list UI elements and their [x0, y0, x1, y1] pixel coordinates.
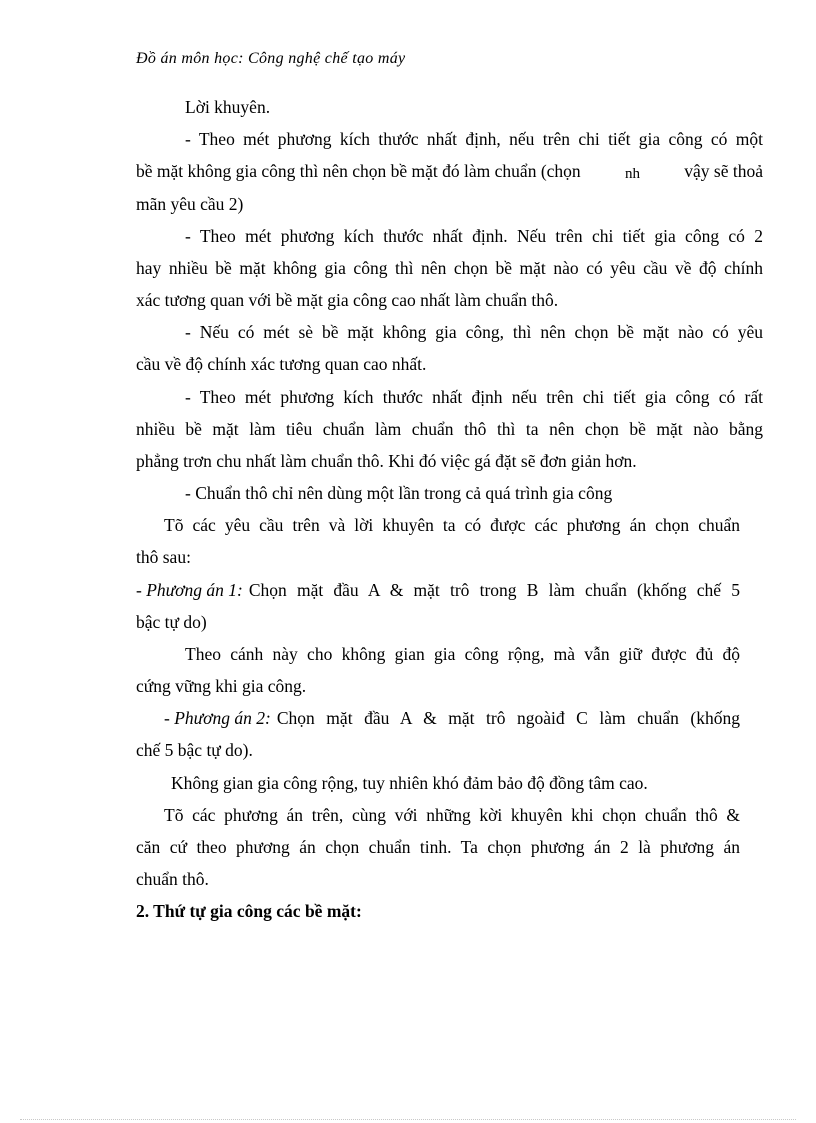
section-heading: 2. Thứ tự gia công các bề mặt:: [136, 901, 362, 921]
paragraph-1-line-2: [136, 160, 763, 182]
paragraph-2-line-3: xác tương quan với bề mặt gia công cao nhất làm chuẩn thô.: [136, 290, 559, 310]
paragraph-3-line-2: cầu về độ chính xác tương quan cao nhất.: [136, 354, 427, 374]
option-1-note-line-2: cứng vững khi gia công.: [136, 676, 307, 696]
paragraph-1-nh-fragment: nh: [624, 166, 640, 182]
conclusion-line-1: Tõ các phương án trên, cùng với những kời khuyên khi chọn chuẩn thô &: [164, 805, 740, 825]
paragraph-6-line-2: thô sau:: [136, 547, 191, 567]
page-header: Đồ án môn học: Công nghệ chế tạo máy: [136, 50, 406, 67]
paragraph-6-line-1: Tõ các yêu cầu trên và lời khuyên ta có được các phương án chọn chuẩn: [164, 515, 740, 535]
option-2-label: - Phương án 2:: [164, 708, 271, 728]
option-1-note-line-1: Theo cánh này cho không gian gia công rộng, mà vẫn giữ được đủ độ: [185, 644, 740, 664]
paragraph-4-line-3: phẳng trơn chu nhất làm chuẩn thô. Khi đó việc gá đặt sẽ đơn giản hơn.: [136, 451, 637, 471]
paragraph-4-line-1: - Theo mét phương kích thước nhất định nếu trên chi tiết gia công có rất: [185, 387, 763, 407]
conclusion-line-2: căn cứ theo phương án chọn chuẩn tinh. Ta chọn phương án 2 là phương án: [136, 837, 740, 857]
option-2-note: Không gian gia công rộng, tuy nhiên khó đảm bảo độ đồng tâm cao.: [171, 773, 648, 793]
paragraph-4-line-2: nhiều bề mặt làm tiêu chuẩn làm chuẩn thô thì ta nên chọn bề mặt nào bằng: [136, 419, 763, 439]
option-1-line-2: bậc tự do): [136, 612, 207, 632]
conclusion-line-3: chuẩn thô.: [136, 869, 209, 889]
option-2-text: Chọn mặt đầu A & mặt trô ngoàiđ C làm chuẩn (khống: [276, 708, 740, 728]
advice-heading: Lời khuyên.: [185, 97, 271, 117]
paragraph-1-line-2-start: bề mặt không gia công thì nên chọn bề mặt đó làm chuẩn (chọn: [136, 161, 581, 181]
paragraph-5-line-1: - Chuẩn thô chỉ nên dùng một lần trong cả quá trình gia công: [185, 483, 613, 503]
paragraph-3-line-1: - Nếu có mét sè bề mặt không gia công, thì nên chọn bề mặt nào có yêu: [185, 322, 763, 342]
paragraph-1-line-1: - Theo mét phương kích thước nhất định, nếu trên chi tiết gia công có một: [185, 129, 763, 149]
option-1-text: Chọn mặt đầu A & mặt trô trong B làm chuẩn (khống chế 5: [248, 580, 740, 600]
page-bottom-rule: [20, 1119, 796, 1120]
option-1-label: - Phương án 1:: [136, 580, 243, 600]
paragraph-1-line-3: mãn yêu cầu 2): [136, 194, 244, 214]
paragraph-1-line-2-end: vậy sẽ thoả: [684, 161, 763, 181]
option-1-line-1: [136, 579, 740, 601]
option-2-line-2: chế 5 bậc tự do).: [136, 740, 253, 760]
option-2-line-1: [164, 707, 740, 729]
paragraph-2-line-1: - Theo mét phương kích thước nhất định. Nếu trên chi tiết gia công có 2: [185, 226, 763, 246]
paragraph-2-line-2: hay nhiều bề mặt không gia công thì nên chọn bề mặt nào có yêu cầu về độ chính: [136, 258, 763, 278]
